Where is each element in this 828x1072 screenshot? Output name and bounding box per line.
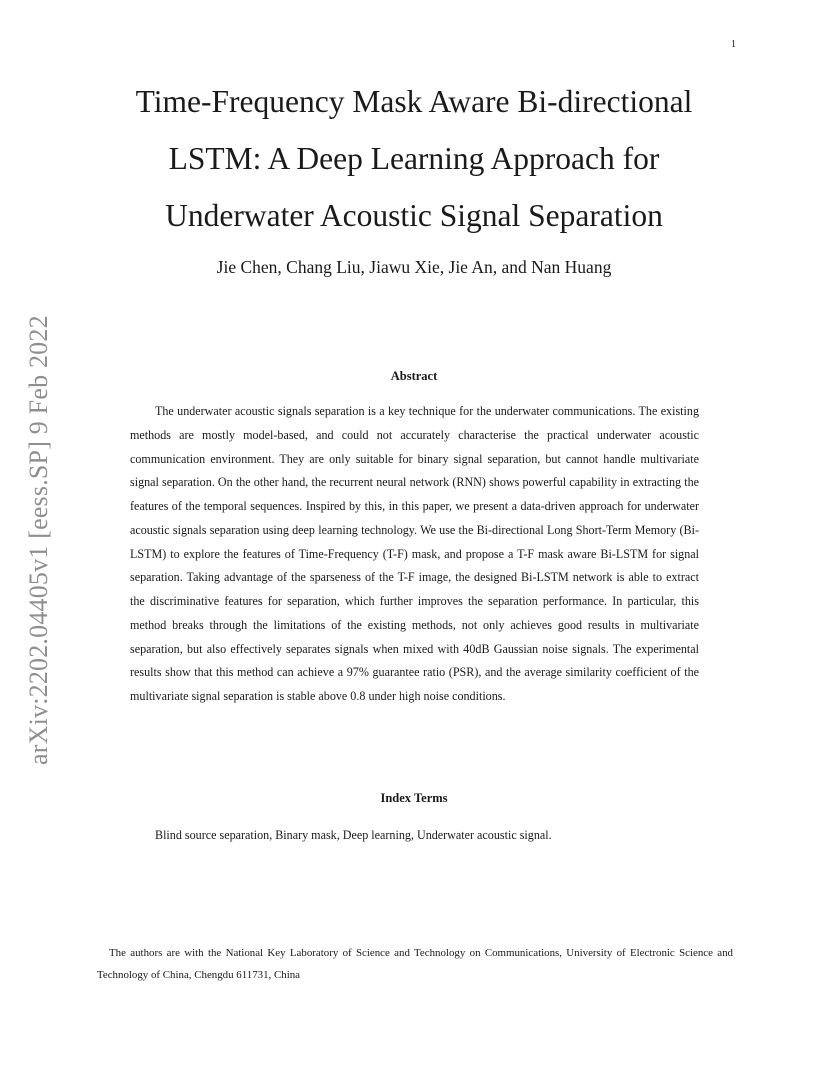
abstract-heading: Abstract xyxy=(390,369,438,383)
author-list: Jie Chen, Chang Liu, Jiawu Xie, Jie An, and Nan Huang xyxy=(216,257,612,277)
paper-title xyxy=(96,73,732,244)
title-line-1: Time-Frequency Mask Aware Bi-directional xyxy=(135,84,693,119)
title-line-2: LSTM: A Deep Learning Approach for xyxy=(168,141,660,176)
abstract-body: The underwater acoustic signals separation is a key technique for the underwater communications. The existing methods are mostly model-based, and could not accurately characterise the practical underwater acoustic communication environment. They are only suitable for binary signal separation, but cannot handle multivariate signal separation. On the other hand, the recurrent neural network (RNN) shows powerful capability in extracting the features of the temporal sequences. Inspired by this, in this paper, we present a data-driven approach for underwater acoustic signals separation using deep learning technology. We use the Bi-directional Long Short-Term Memory (Bi-LSTM) to explore the features of Time-Frequency (T-F) mask, and propose a T-F mask aware Bi-LSTM for signal separation. Taking advantage of the sparseness of the T-F image, the designed Bi-LSTM network is able to extract the discriminative features for separation, which further improves the separation performance. In particular, this method breaks through the limitations of the existing methods, not only achieves good results in multivariate separation, but also effectively separates signals when mixed with 40dB Gaussian noise signals. The experimental results show that this method can achieve a 97% guarantee ratio (PSR), and the average similarity coefficient of the multivariate signal separation is stable above 0.8 under high noise conditions. xyxy=(130,404,699,703)
page-number: 1 xyxy=(731,39,736,50)
index-terms-body: Blind source separation, Binary mask, Deep learning, Underwater acoustic signal. xyxy=(155,828,552,842)
author-affiliation-footnote: The authors are with the National Key Laboratory of Science and Technology on Communications, University of Electronic Science and Technology of China, Chengdu 611731, China xyxy=(97,947,733,981)
arxiv-identifier-stamp: arXiv:2202.04405v1 [eess.SP] 9 Feb 2022 xyxy=(24,315,53,765)
title-line-3: Underwater Acoustic Signal Separation xyxy=(165,198,663,233)
index-terms-heading: Index Terms xyxy=(380,791,448,805)
